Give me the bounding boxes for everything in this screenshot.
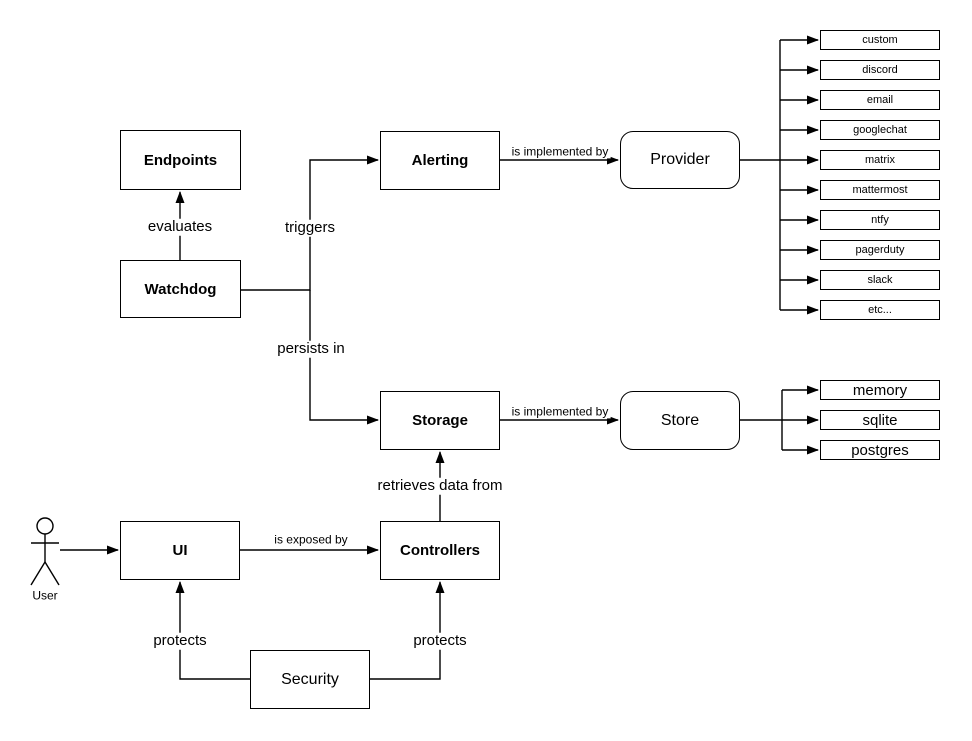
edge-label-persists-in: persists in	[277, 339, 345, 357]
edge-label-is-exposed-by: is exposed by	[274, 532, 348, 547]
store-option-postgres: postgres	[820, 440, 940, 460]
ui-node: UI	[120, 521, 240, 580]
edge-label-evaluates: evaluates	[147, 217, 213, 235]
provider-option-pagerduty: pagerduty	[820, 240, 940, 260]
provider-node: Provider	[620, 131, 740, 189]
storage-node: Storage	[380, 391, 500, 450]
provider-option-googlechat: googlechat	[820, 120, 940, 140]
alerting-node: Alerting	[380, 131, 500, 190]
store-option-memory: memory	[820, 380, 940, 400]
endpoints-node: Endpoints	[120, 130, 241, 190]
provider-option-slack: slack	[820, 270, 940, 290]
store-option-sqlite: sqlite	[820, 410, 940, 430]
provider-option-matrix: matrix	[820, 150, 940, 170]
edge-label-storage-implemented-by: is implemented by	[511, 404, 609, 419]
provider-option-etc: etc...	[820, 300, 940, 320]
user-actor-icon	[31, 518, 59, 585]
edge-label-protects-controllers: protects	[413, 631, 467, 649]
security-node: Security	[250, 650, 370, 709]
edge-label-alerting-implemented-by: is implemented by	[511, 144, 609, 159]
provider-option-discord: discord	[820, 60, 940, 80]
edge-security-controllers	[370, 582, 440, 679]
watchdog-node: Watchdog	[120, 260, 241, 318]
edge-label-protects-ui: protects	[153, 631, 207, 649]
user-actor-label: User	[32, 588, 58, 603]
provider-option-mattermost: mattermost	[820, 180, 940, 200]
provider-option-custom: custom	[820, 30, 940, 50]
provider-option-email: email	[820, 90, 940, 110]
edge-security-ui	[180, 582, 250, 679]
store-node: Store	[620, 391, 740, 450]
provider-option-ntfy: ntfy	[820, 210, 940, 230]
controllers-node: Controllers	[380, 521, 500, 580]
edge-label-triggers: triggers	[284, 218, 336, 236]
edge-label-retrieves-data-from: retrieves data from	[377, 476, 503, 494]
